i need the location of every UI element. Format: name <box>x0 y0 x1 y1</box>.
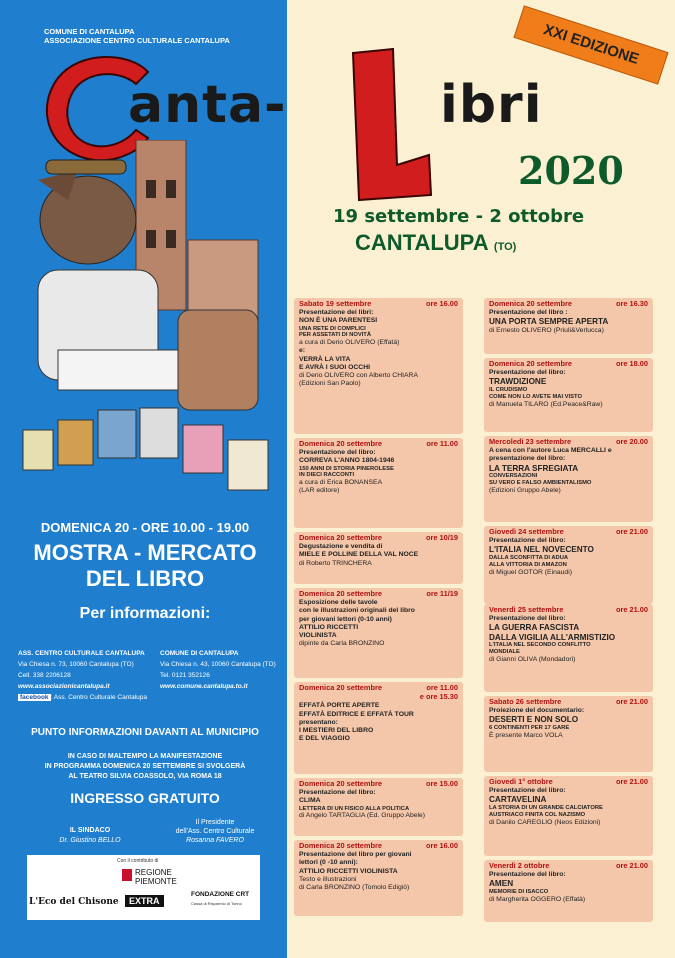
event-line: di Angelo TARTAGLIA (Ed. Gruppo Abele) <box>299 812 426 820</box>
event-line: Presentazione del libro: <box>299 449 376 457</box>
event-line: ALLA VITTORIA DI AMAZON <box>489 561 567 568</box>
event-line: Presentazione del libro: <box>489 787 566 795</box>
event-time: ore 16.00 <box>425 841 458 850</box>
president-title-2: dell'Ass. Centro Culturale <box>175 828 255 835</box>
event-card <box>294 438 463 528</box>
event-header <box>489 778 648 786</box>
event-line: L'ITALIA NEL NOVECENTO <box>489 545 594 555</box>
event-header <box>489 528 648 536</box>
event-line: DESERTI E NON SOLO <box>489 715 579 725</box>
event-line: 6 CONTINENTI PER 17 GARE <box>489 724 570 731</box>
event-line: di Gianni OLIVA (Mondadori) <box>489 656 576 663</box>
schedule-column-left <box>294 298 463 918</box>
president-title-1: Il Presidente <box>195 819 235 826</box>
event-day: Domenica 20 settembre <box>299 589 382 598</box>
event-line: di Derio OLIVERO con Alberto CHIARA <box>299 372 418 380</box>
event-line: di Margherita OGGERO (Effatà) <box>489 895 586 903</box>
fondazione-logo <box>191 891 249 898</box>
extra-logo: EXTRA <box>125 895 164 907</box>
event-line: con le illustrazioni originali del libro <box>299 607 415 615</box>
event-time: ore 15.00 <box>425 779 458 788</box>
event-line: E AVRÀ I SUOI OCCHI <box>299 363 370 371</box>
event-line: CLIMA <box>299 797 321 805</box>
event-header <box>489 300 648 308</box>
mayor-signature <box>40 826 140 846</box>
event-line: Presentazione dei libri: <box>299 309 374 317</box>
org-comune: COMUNE DI CANTALUPA <box>44 27 135 36</box>
event-header <box>299 590 458 598</box>
piemonte-text: PIEMONTE <box>135 877 177 886</box>
event-line: SU VERO E FALSO AMBIENTALISMO <box>489 479 592 486</box>
event-line: Presentazione del libro per giovani <box>299 851 412 859</box>
event-line: MEMORIE DI ISACCO <box>489 888 549 895</box>
event-day: Giovedì 1° ottobre <box>489 777 553 786</box>
event-header <box>299 534 458 542</box>
event-day: Sabato 26 settembre <box>489 697 562 706</box>
event-line: di Danilo CAREGLIO (Neos Edizioni) <box>489 818 601 826</box>
event-line: Esposizione delle tavole <box>299 599 378 607</box>
edition-badge: XXI EDIZIONE <box>513 5 668 84</box>
event-line: TRAWDIZIONE <box>489 377 547 387</box>
city-name: CANTALUPA <box>355 230 488 255</box>
weather-line-2: IN PROGRAMMA DOMENICA 20 SETTEMBRE SI SVOLGERÀ <box>44 763 246 770</box>
event-card <box>484 358 653 432</box>
comune-address: Via Chiesa n. 43, 10060 Cantalupa (TO) <box>160 661 276 668</box>
event-card <box>484 526 653 604</box>
event-day: Domenica 20 settembre <box>489 359 572 368</box>
fondazione-text: FONDAZIONE <box>191 891 234 898</box>
event-time: ore 21.00 <box>615 527 648 536</box>
event-line: MIELE E POLLINE DELLA VAL NOCE <box>299 551 419 559</box>
assoc-website[interactable]: www.associazionicantalupa.it <box>18 683 110 690</box>
event-line: (Edizioni Gruppo Abele) <box>489 486 561 494</box>
event-day: Mercoledì 23 settembre <box>489 437 572 446</box>
event-line: CONVERSAZIONI <box>489 473 538 480</box>
event-day: Sabato 19 settembre <box>299 299 372 308</box>
wolf-reading-illustration <box>18 140 280 505</box>
event-header <box>299 684 458 692</box>
event-line: per giovani lettori (0-10 anni) <box>299 615 392 623</box>
event-header <box>489 698 648 706</box>
event-card <box>484 298 653 354</box>
title-anta: anta- <box>128 75 287 135</box>
fair-when: DOMENICA 20 - ORE 10.00 - 19.00 <box>40 520 250 535</box>
event-line: E DEL VIAGGIO <box>299 735 350 743</box>
event-card <box>484 604 653 692</box>
event-line: e: <box>299 347 306 355</box>
event-header <box>489 360 648 368</box>
free-entry: INGRESSO GRATUITO <box>70 790 220 806</box>
weather-notice <box>5 752 285 782</box>
event-header <box>299 842 458 850</box>
event-line: A cena con l'autore Luca MERCALLI e <box>489 447 612 455</box>
event-line: UNA PORTA SEMPRE APERTA <box>489 317 609 327</box>
event-line: AUSTRIACO FINITA COL NAZISMO <box>489 811 586 818</box>
comune-contact <box>160 648 282 692</box>
event-time: ore 16.30 <box>615 299 648 308</box>
regione-text: REGIONE <box>135 868 172 877</box>
event-day: Venerdì 2 ottobre <box>489 861 550 870</box>
event-line: IL CRUDISMO <box>489 386 528 393</box>
event-card <box>294 682 463 774</box>
event-header <box>489 606 648 614</box>
sponsor-logos <box>27 855 260 920</box>
event-line: MONDIALE <box>489 649 520 656</box>
event-day: Domenica 20 settembre <box>299 841 382 850</box>
president-signature <box>150 818 280 845</box>
event-header <box>489 862 648 870</box>
eco-chisone-logo: L'Eco del Chisone <box>29 897 119 907</box>
event-line: AMEN <box>489 879 514 889</box>
event-line: LA GUERRA FASCISTA <box>489 623 580 633</box>
event-time: ore 11.00 <box>426 439 458 448</box>
event-line: EFFATÀ EDITRICE E EFFATÀ TOUR <box>299 710 414 718</box>
event-line: lettori (0 -10 anni): <box>299 859 358 867</box>
fair-title-2: DEL LIBRO <box>85 566 205 591</box>
event-time: ore 16.00 <box>425 299 458 308</box>
event-day: Domenica 20 settembre <box>299 683 382 692</box>
festival-year: 2020 <box>518 148 624 193</box>
event-line: L'ITALIA NEL SECONDO CONFLITTO <box>489 642 591 649</box>
title-big-l <box>345 45 435 205</box>
event-card <box>294 778 463 836</box>
event-line: presentano: <box>299 718 338 726</box>
event-day: Domenica 20 settembre <box>489 299 572 308</box>
event-line: UNA RETE DI COMPLICI <box>299 325 366 332</box>
event-day: Venerdì 25 settembre <box>489 605 564 614</box>
event-time: ore 10/19 <box>425 533 458 542</box>
event-line: È presente Marco VOLA <box>489 731 563 739</box>
comune-name: COMUNE DI CANTALUPA <box>160 650 239 657</box>
event-line: Presentazione del libro: <box>299 789 376 797</box>
piemonte-shield-icon <box>122 869 132 881</box>
mayor-title: IL SINDACO <box>69 827 111 834</box>
event-time: ore 11/19 <box>426 589 458 598</box>
event-header <box>299 780 458 788</box>
assoc-name: ASS. CENTRO CULTURALE CANTALUPA <box>18 650 145 657</box>
event-time: ore 21.00 <box>615 605 648 614</box>
comune-phone: Tel. 0121 352126 <box>160 672 210 679</box>
event-line: Presentazione del libro: <box>489 615 566 623</box>
event-time: ore 21.00 <box>615 697 648 706</box>
event-card <box>294 298 463 434</box>
event-line: 150 ANNI DI STORIA PINEROLESE <box>299 465 394 472</box>
event-day: Giovedì 24 settembre <box>489 527 564 536</box>
event-line: ATTILIO RICCETTI VIOLINISTA <box>299 867 398 875</box>
event-header <box>299 440 458 448</box>
festival-city <box>355 230 516 256</box>
event-line: LA STORIA DI UN GRANDE CALCIATORE <box>489 804 603 811</box>
event-line: a cura di Derio OLIVERO (Effatà) <box>299 339 400 347</box>
event-line: LA TERRA SFREGIATA <box>489 463 579 473</box>
facebook-icon: facebook <box>20 694 49 701</box>
event-line: di Roberto TRINCHERA <box>299 559 372 567</box>
event-time-2: e ore 15.30 <box>419 692 458 702</box>
event-day: Domenica 20 settembre <box>299 439 382 448</box>
event-line: CORREVA L'ANNO 1804-1946 <box>299 457 395 465</box>
event-card <box>484 696 653 772</box>
org-associazione: ASSOCIAZIONE CENTRO CULTURALE CANTALUPA <box>44 36 230 45</box>
event-line: di Carla BRONZINO (Tomolo Edigiò) <box>299 884 410 892</box>
mayor-name: Dr. Giustino BELLO <box>59 837 121 844</box>
weather-line-3: AL TEATRO SILVIA COASSOLO, VIA ROMA 18 <box>68 773 222 780</box>
event-line: Testo e illustrazioni <box>299 875 357 883</box>
event-card <box>484 776 653 856</box>
event-card <box>294 840 463 916</box>
event-time: ore 21.00 <box>615 861 648 870</box>
comune-website[interactable]: www.comune.cantalupa.to.it <box>160 683 248 690</box>
event-line: di Miguel GOTOR (Einaudi) <box>489 568 572 576</box>
event-line: IN DIECI RACCONTI <box>299 472 355 479</box>
event-line: NON È UNA PARENTESI <box>299 317 378 325</box>
event-card <box>294 588 463 678</box>
event-line: (Edizioni San Paolo) <box>299 380 361 388</box>
event-line: DALLA SCONFITTA DI ADUA <box>489 554 569 561</box>
event-time: ore 21.00 <box>615 777 648 786</box>
event-line: EFFATÀ PORTE APERTE <box>299 702 380 710</box>
event-line: Presentazione del libro: <box>489 369 566 377</box>
event-line: I MESTIERI DEL LIBRO <box>299 727 374 735</box>
event-line: LETTERA DI UN FISICO ALLA POLITICA <box>299 805 410 812</box>
president-name: Rosanna FAVERO <box>186 837 244 844</box>
event-line: dipinte da Carla BRONZINO <box>299 640 385 648</box>
event-line: VERRÀ LA VITA <box>299 355 351 363</box>
event-line: VIOLINISTA <box>299 632 337 640</box>
event-day: Domenica 20 settembre <box>299 779 382 788</box>
event-line: Proiezione del documentario: <box>489 707 585 715</box>
title-ibri: ibri <box>440 75 543 135</box>
info-point: PUNTO INFORMAZIONI DAVANTI AL MUNICIPIO <box>31 727 259 738</box>
event-line: Presentazione del libro: <box>489 871 566 879</box>
info-heading: Per informazioni: <box>79 605 211 622</box>
schedule-column-right <box>484 298 653 918</box>
contrib-label: Con il contributo di <box>117 858 159 864</box>
event-line: Degustazione e vendita di <box>299 543 383 551</box>
city-province: (TO) <box>493 241 517 253</box>
assoc-contact <box>18 648 148 703</box>
event-line: Presentazione del libro: <box>489 537 566 545</box>
assoc-facebook[interactable]: : Ass. Centro Culturale Cantalupa <box>50 694 148 701</box>
event-line: di Ernesto OLIVERO (Priuli&Verlucca) <box>489 326 604 334</box>
event-line: PER ASSETATI DI NOVITÀ <box>299 332 372 339</box>
assoc-address: Via Chiesa n. 73, 10060 Cantalupa (TO) <box>18 661 134 668</box>
event-card <box>484 436 653 522</box>
weather-line-1: IN CASO DI MALTEMPO LA MANIFESTAZIONE <box>67 753 223 760</box>
event-line: CARTAVELINA <box>489 795 547 805</box>
event-line: di Manuela TILARO (Ed.Peace&Raw) <box>489 400 603 408</box>
event-time: ore 20.00 <box>615 437 648 446</box>
event-header <box>489 438 648 446</box>
event-header <box>299 300 458 308</box>
event-line: Presentazione del libro : <box>489 309 568 317</box>
event-line: presentazione del libro: <box>489 455 566 463</box>
event-card <box>484 860 653 922</box>
event-day: Domenica 20 settembre <box>299 533 382 542</box>
event-line: a cura di Erica BONANSEA <box>299 479 383 487</box>
fair-title-1: MOSTRA - MERCATO <box>33 540 257 565</box>
event-time: ore 11.00 <box>426 683 458 692</box>
event-time: ore 18.00 <box>615 359 648 368</box>
event-line: COME NON LO AVETE MAI VISTO <box>489 393 582 400</box>
event-line: DALLA VIGILIA ALL'ARMISTIZIO <box>489 632 616 642</box>
event-card <box>294 532 463 584</box>
crt-text: CRT <box>235 891 250 898</box>
event-line: ATTILIO RICCETTI <box>299 623 359 631</box>
cassa-text: Cassa di Risparmio di Torino <box>191 901 242 906</box>
assoc-phone: Cell. 338 2206128 <box>18 672 71 679</box>
event-line: (LAR editore) <box>299 487 340 495</box>
regione-logo <box>135 868 177 886</box>
festival-dates: 19 settembre - 2 ottobre <box>333 206 585 227</box>
